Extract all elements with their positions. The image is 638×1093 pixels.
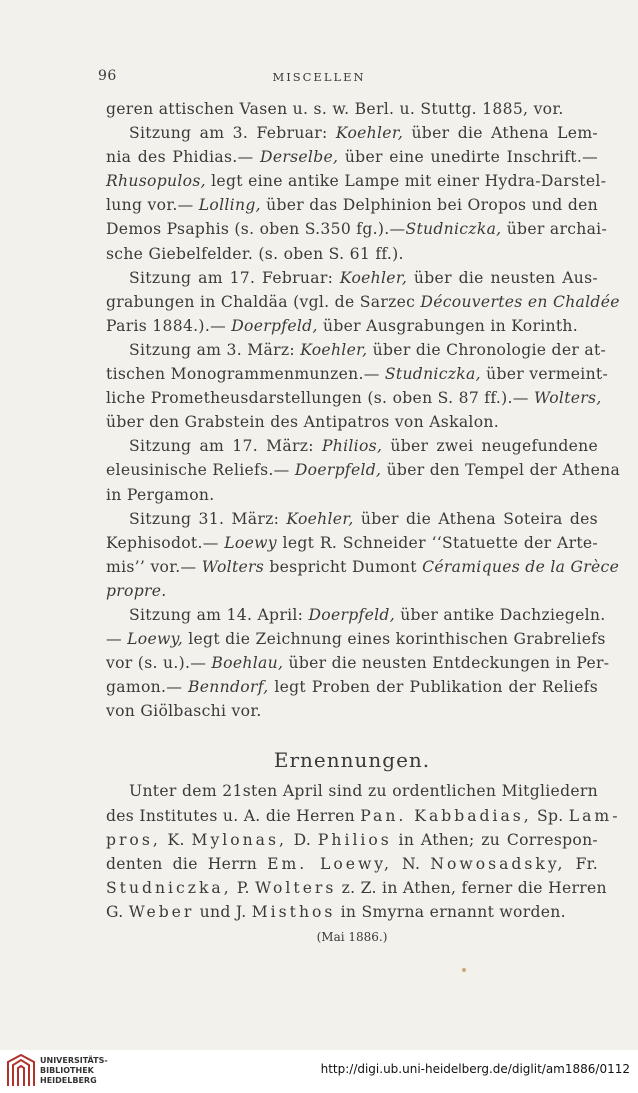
appointment-line: G. Weber und J. Misthos in Smyrna ernannt worden. — [106, 902, 566, 921]
text-line: sche Giebelfelder. (s. oben S. 61 ff.). — [106, 244, 404, 263]
author-name: Koehler, — [300, 340, 368, 359]
member-name: Wolters — [255, 878, 337, 897]
text-line: geren attischen Vasen u. s. w. Berl. u. Stuttg. 1885, vor. — [106, 100, 564, 118]
member-name: Mylonas, — [191, 830, 287, 849]
author-name: Céramiques de la Grèce — [422, 557, 620, 576]
page-number: 96 — [98, 68, 117, 84]
appointment-line: pros, K. Mylonas, D. Philios in Athen; zu Correspon- — [106, 830, 598, 849]
author-name: Loewy, — [127, 630, 183, 649]
author-name: Koehler, — [335, 124, 404, 143]
appointment-line: Studniczka, P. Wolters z. Z. in Athen, ferner die Herren — [106, 878, 607, 897]
author-name: Studniczka, — [384, 365, 481, 384]
text-line: Sitzung am 3. Februar: Koehler, über die Athena Lem- — [129, 124, 598, 143]
author-name: Rhusopulos, — [106, 172, 206, 191]
member-name: Nowosadsky, — [430, 854, 566, 873]
member-name: Em. Loewy, — [267, 854, 392, 873]
text-line: gamon.— Benndorf, legt Proben der Publikation der Reliefs — [106, 678, 598, 697]
text-line: grabungen in Chaldäa (vgl. de Sarzec Découvertes en Chaldée — [106, 292, 620, 311]
member-name: Lam- — [568, 806, 621, 825]
text-line: — Loewy, legt die Zeichnung eines korinthischen Grabreliefs — [106, 630, 606, 649]
date-line: (Mai 1886.) — [316, 930, 388, 944]
appointment-line: Unter dem 21sten April sind zu ordentlichen Mitgliedern — [129, 782, 598, 801]
text-line: Sitzung am 17. Februar: Koehler, über die neusten Aus- — [129, 268, 598, 287]
text-line: eleusinische Reliefs.— Doerpfeld, über den Tempel der Athena — [106, 461, 621, 480]
author-name: Doerpfeld, — [308, 605, 395, 624]
author-name: Découvertes en Chaldée — [420, 292, 620, 311]
text-line: lung vor.— Lolling, über das Delphinion bei Oropos und den — [106, 196, 598, 215]
paper-speck — [462, 968, 466, 972]
author-name: Studniczka, — [405, 220, 502, 239]
section-gap — [106, 723, 598, 733]
running-title: MISCELLEN — [272, 70, 366, 84]
member-name: Weber — [128, 902, 195, 921]
text-line: Rhusopulos, legt eine antike Lampe mit einer Hydra-Darstel- — [106, 172, 607, 191]
author-name: Wolters, — [533, 389, 602, 408]
text-line — [106, 579, 598, 603]
text-line: mis’’ vor.— Wolters bespricht Dumont Céramiques de la Grèce — [106, 557, 620, 576]
author-name: propre. — [106, 581, 167, 600]
source-url-link[interactable]: http://digi.ub.uni-heidelberg.de/diglit/am1886/0112 — [320, 1062, 630, 1076]
text-line: nia des Phidias.— Derselbe, über eine unedirte Inschrift.— — [106, 148, 598, 167]
page-body — [106, 97, 621, 950]
author-name: Koehler, — [286, 509, 354, 528]
text-line: Sitzung am 3. März: Koehler, über die Chronologie der at- — [129, 340, 607, 359]
author-name: Doerpfeld, — [231, 316, 318, 335]
text-line: liche Prometheusdarstellungen (s. oben S. 87 ff.).— Wolters, — [106, 389, 602, 408]
member-name: Misthos — [251, 902, 336, 921]
appointment-line: des Institutes u. A. die Herren Pan. Kabbadias, Sp. Lam- — [106, 806, 621, 825]
author-name: Wolters — [201, 557, 265, 576]
author-name: Boehlau, — [211, 654, 284, 673]
appointment-line: denten die Herrn Em. Loewy, N. Nowosadsky, Fr. — [106, 854, 598, 873]
member-name: Pan. Kabbadias, — [360, 806, 532, 825]
text-line: über den Grabstein des Antipatros von Askalon. — [106, 413, 500, 432]
text-line: Paris 1884.).— Doerpfeld, über Ausgrabungen in Korinth. — [106, 316, 579, 335]
section-title: Ernennungen. — [273, 748, 431, 773]
text-line: Sitzung am 17. März: Philios, über zwei neugefundene — [129, 437, 598, 456]
heidelberg-library-logo-icon — [6, 1054, 36, 1088]
text-line: Sitzung am 14. April: Doerpfeld, über antike Dachziegeln. — [129, 605, 606, 624]
footer-bar — [0, 1050, 638, 1093]
member-name: Philios — [317, 830, 392, 849]
member-name: pros, — [106, 830, 161, 849]
text-line: vor (s. u.).— Boehlau, über die neusten Entdeckungen in Per- — [106, 654, 610, 673]
running-header — [0, 68, 638, 88]
author-name: Loewy — [224, 533, 277, 552]
author-name: Philios, — [321, 437, 383, 456]
author-name: Koehler, — [339, 268, 408, 287]
author-name: Benndorf, — [188, 678, 269, 697]
author-name: Doerpfeld, — [294, 461, 382, 480]
text-line: Sitzung 31. März: Koehler, über die Athena Soteira des — [129, 509, 598, 528]
text-line: tischen Monogrammenmunzen.— Studniczka, über vermeint- — [106, 365, 609, 384]
text-line: Demos Psaphis (s. oben S.350 fg.).—Studniczka, über archai- — [106, 220, 608, 239]
text-line: Kephisodot.— Loewy legt R. Schneider ‘‘Statuette der Arte- — [106, 533, 599, 552]
member-name: Studniczka, — [106, 878, 232, 897]
institution-name: UNIVERSITÄTS- BIBLIOTHEK HEIDELBERG — [40, 1056, 108, 1085]
text-line: von Giölbaschi vor. — [106, 702, 262, 721]
text-line: in Pergamon. — [106, 485, 215, 504]
author-name: Lolling, — [198, 196, 261, 215]
author-name: Derselbe, — [260, 148, 339, 167]
